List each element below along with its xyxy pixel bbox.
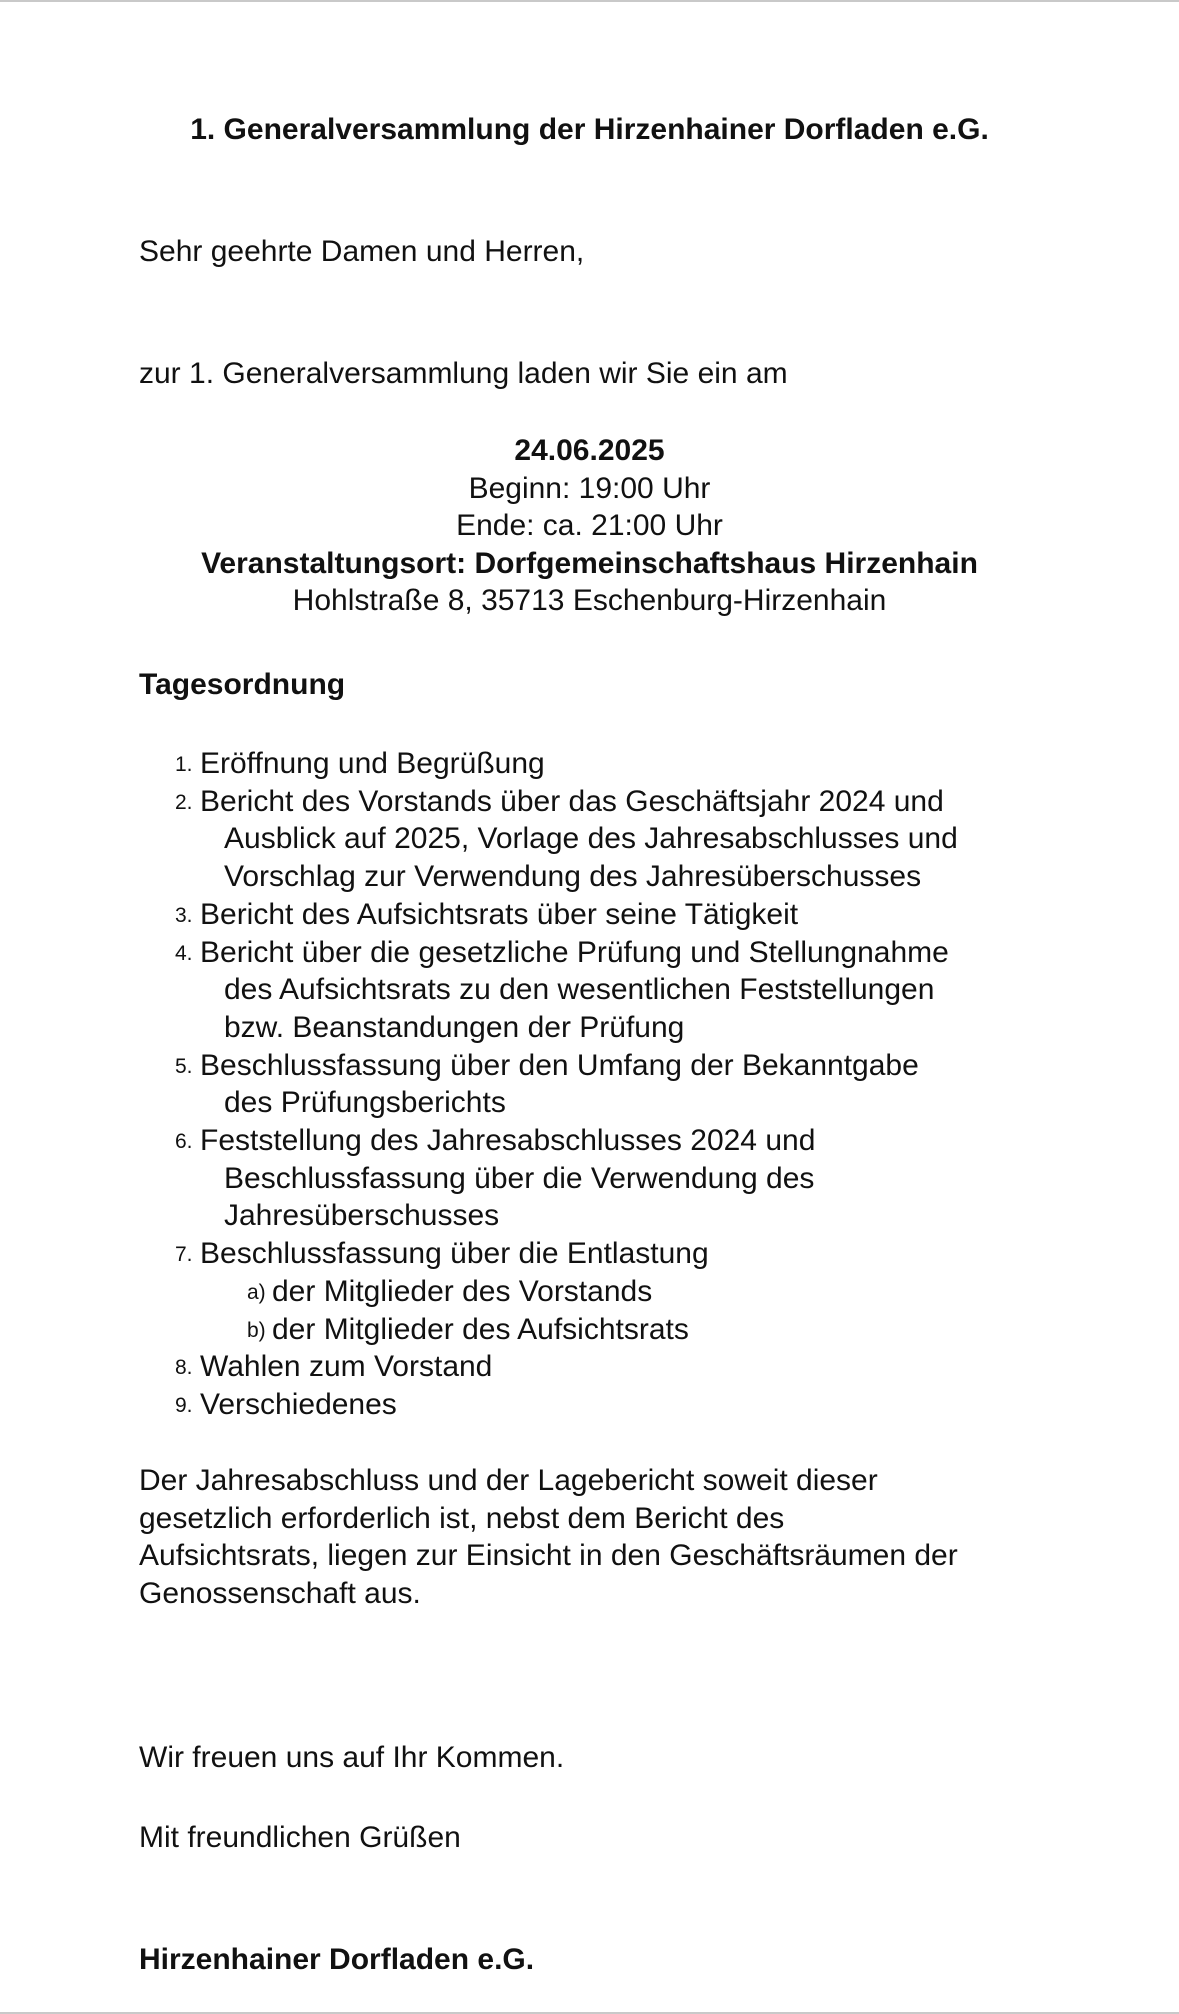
documents-note-line: gesetzlich erforderlich ist, nebst dem Bericht des: [139, 1501, 785, 1535]
agenda-item-text: Eröffnung und Begrüßung: [200, 747, 545, 780]
event-venue: Veranstaltungsort: Dorfgemeinschaftshaus Hirzenhain: [201, 546, 978, 580]
documents-note-line: Genossenschaft aus.: [139, 1577, 421, 1611]
agenda-item-number: 1.: [175, 753, 193, 776]
agenda-item: [175, 745, 1035, 783]
agenda-item-text: Beschlussfassung über die Entlastung: [200, 1237, 709, 1271]
top-divider: [0, 0, 1179, 2]
agenda-item-text: Bericht des Aufsichtsrats über seine Tätigkeit: [200, 897, 799, 931]
documents-note-line: Der Jahresabschluss und der Lagebericht soweit dieser: [139, 1464, 878, 1497]
agenda-item-number: 6.: [175, 1130, 193, 1154]
document-title: 1. Generalversammlung der Hirzenhainer Dorfladen e.G.: [190, 113, 989, 146]
event-end: Ende: ca. 21:00 Uhr: [456, 509, 723, 542]
agenda-item-number: 8.: [175, 1356, 193, 1380]
invitation-text: zur 1. Generalversammlung laden wir Sie ein am: [139, 357, 788, 390]
event-date: 24.06.2025: [514, 434, 665, 467]
agenda-subitem: [175, 1311, 1035, 1349]
agenda-item-text: Vorschlag zur Verwendung des Jahresüberschusses: [224, 860, 922, 894]
agenda-subitem-text: der Mitglieder des Vorstands: [272, 1274, 653, 1308]
agenda-item: [175, 1348, 1035, 1386]
agenda-item-text: Verschiedenes: [200, 1387, 397, 1421]
agenda-item-text: Wahlen zum Vorstand: [200, 1350, 493, 1384]
agenda-item-text: des Prüfungsberichts: [224, 1086, 506, 1120]
event-address: Hohlstraße 8, 35713 Eschenburg-Hirzenhain: [292, 584, 887, 617]
agenda-item-text: des Aufsichtsrats zu den wesentlichen Feststellungen: [224, 973, 935, 1007]
documents-note-line: Aufsichtsrats, liegen zur Einsicht in den Geschäftsräumen der: [139, 1539, 958, 1573]
agenda-subitem-letter: b): [247, 1318, 266, 1342]
agenda-item-number: 4.: [175, 941, 193, 965]
agenda-item-text: Feststellung des Jahresabschlusses 2024 und: [200, 1124, 816, 1158]
agenda-item-text: Bericht über die gesetzliche Prüfung und Stellungnahme: [200, 935, 949, 969]
agenda-item: [175, 1047, 1035, 1122]
agenda-item-text: Bericht des Vorstands über das Geschäftsjahr 2024 und: [200, 784, 944, 818]
closing-text: Wir freuen uns auf Ihr Kommen.: [139, 1741, 565, 1774]
event-details: [0, 432, 1179, 620]
agenda-item: [175, 1235, 1035, 1273]
agenda-subitem-text: der Mitglieder des Aufsichtsrats: [272, 1312, 689, 1346]
agenda-item-text: Jahresüberschusses: [224, 1199, 500, 1233]
agenda-item-number: 5.: [175, 1054, 193, 1078]
agenda-item-text: Beschlussfassung über den Umfang der Bekanntgabe: [200, 1048, 919, 1082]
signature: Hirzenhainer Dorfladen e.G.: [139, 1943, 535, 1976]
agenda-item-number: 7.: [175, 1243, 193, 1267]
salutation: Sehr geehrte Damen und Herren,: [139, 235, 585, 268]
agenda-item-number: 2.: [175, 790, 193, 814]
greeting: Mit freundlichen Grüßen: [139, 1821, 461, 1854]
agenda-subitem: [175, 1273, 1035, 1311]
agenda-item-text: bzw. Beanstandungen der Prüfung: [224, 1010, 685, 1044]
agenda-subitem-letter: a): [247, 1280, 266, 1304]
agenda-item: [175, 1386, 1035, 1424]
agenda-item-text: Beschlussfassung über die Verwendung des: [224, 1161, 815, 1195]
agenda-item-text: Ausblick auf 2025, Vorlage des Jahresabschlusses und: [224, 822, 958, 856]
agenda-item: [175, 783, 1035, 896]
event-start: Beginn: 19:00 Uhr: [468, 471, 711, 505]
agenda-item-number: 3.: [175, 903, 193, 927]
agenda-item: [175, 934, 1035, 1047]
agenda-item: [175, 896, 1035, 934]
agenda-item-number: 9.: [175, 1393, 193, 1417]
agenda-item: [175, 1122, 1035, 1235]
documents-note: [139, 1462, 1039, 1613]
agenda-heading: Tagesordnung: [139, 668, 346, 701]
agenda-list: [175, 745, 1035, 1424]
